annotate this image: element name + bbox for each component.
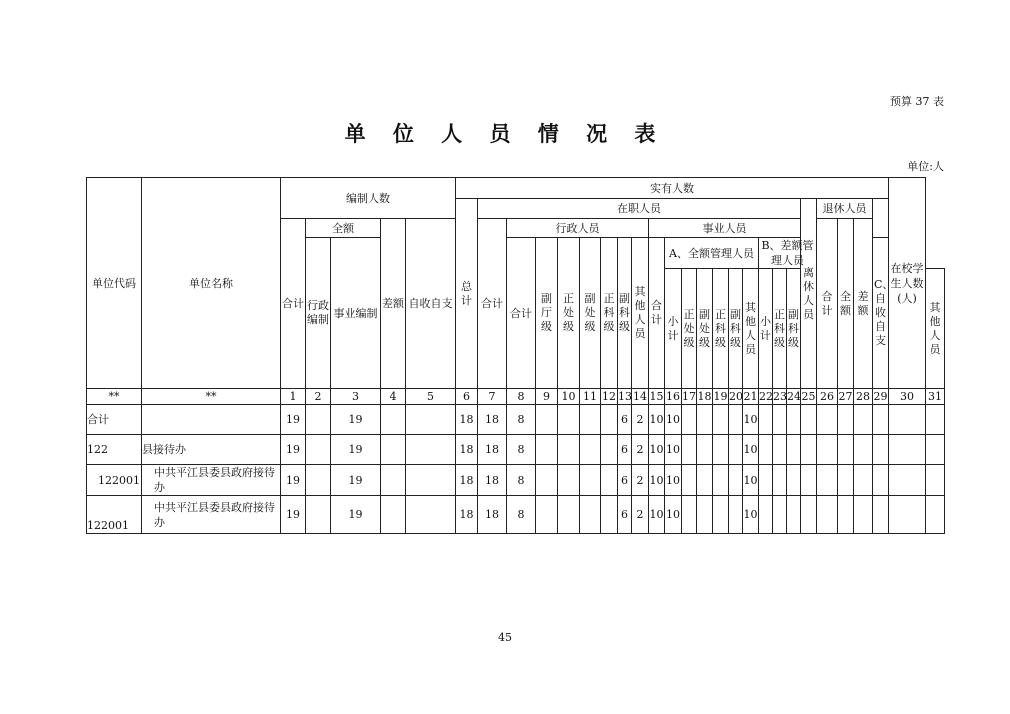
table-cell: 21: [743, 390, 758, 403]
admin-other-header: 其他人员: [632, 238, 649, 389]
table-cell: [601, 465, 618, 496]
table-cell: 122: [87, 435, 142, 465]
table-cell: [381, 465, 406, 496]
unit-code-header: 单位代码: [87, 178, 142, 389]
table-cell: 县接待办: [142, 435, 281, 465]
table-cell: 5: [406, 389, 456, 405]
table-cell: 122001: [87, 496, 142, 534]
table-cell: [601, 435, 618, 465]
table-cell: 19: [281, 405, 306, 435]
table-cell: [759, 465, 773, 496]
form-number: 预算 37 表: [890, 95, 944, 108]
table-cell: 27: [838, 390, 853, 403]
table-cell: 2: [632, 496, 649, 534]
actual-header: 实有人数: [456, 178, 889, 199]
table-cell: [536, 435, 558, 465]
a-dep-div-header: 副处级: [697, 269, 713, 389]
table-cell: 10: [649, 405, 665, 435]
a-full-mgmt-header: A、全额管理人员: [665, 238, 759, 269]
self-funding-header: 自收自支: [406, 219, 456, 389]
b-sec-header: 正科级: [773, 269, 787, 389]
a-sub-header: 小计: [665, 269, 682, 389]
table-cell: [926, 496, 945, 534]
table-cell: [729, 405, 743, 435]
table-cell: [558, 405, 580, 435]
table-cell: [854, 435, 873, 465]
table-cell: 122001: [87, 465, 142, 496]
b-dep-sec-header: 副科级: [787, 269, 801, 389]
table-cell: [406, 465, 456, 496]
table-cell: [601, 496, 618, 534]
table-cell: 13: [618, 390, 632, 403]
table-cell: [801, 435, 817, 465]
table-cell: 6: [618, 405, 632, 435]
table-cell: 8: [507, 435, 536, 465]
grand-total-header: 总计: [456, 199, 478, 389]
table-cell: [580, 405, 601, 435]
table-cell: 8: [507, 496, 536, 534]
table-cell: 17: [682, 390, 696, 403]
table-cell: 8: [507, 405, 536, 435]
table-cell: 25: [801, 390, 816, 403]
table-cell: 18: [478, 435, 507, 465]
table-cell: [580, 465, 601, 496]
retired-header: 退休人员: [817, 199, 873, 219]
table-cell: [729, 496, 743, 534]
table-cell: [713, 405, 729, 435]
table-cell: [536, 405, 558, 435]
table-cell: 1: [281, 389, 306, 405]
table-cell: [759, 496, 773, 534]
table-cell: [773, 435, 787, 465]
table-cell: 2: [632, 405, 649, 435]
table-cell: 18: [456, 496, 478, 534]
full-funding-header: 全额: [306, 219, 381, 238]
table-cell: [381, 496, 406, 534]
admin-div-header: 正处级: [558, 238, 580, 389]
table-cell: 2: [632, 465, 649, 496]
table-cell: 19: [331, 435, 381, 465]
table-cell: [697, 405, 713, 435]
quota-total-header: 合计: [281, 219, 306, 389]
table-row: [87, 496, 945, 534]
table-cell: 中共平江县委县政府接待办: [142, 465, 281, 496]
admin-staff-header: 行政人员: [507, 219, 649, 238]
table-cell: 7: [478, 389, 507, 405]
inst-total-header: 合计: [649, 238, 665, 389]
table-cell: [817, 496, 838, 534]
table-cell: [306, 496, 331, 534]
table-cell: [306, 465, 331, 496]
table-cell: 中共平江县委县政府接待办: [142, 496, 281, 534]
table-cell: [682, 496, 697, 534]
table-cell: 28: [854, 389, 873, 405]
inst-staff-header: 事业人员: [649, 219, 801, 238]
b-diff-mgmt-header: B、差额管理人员: [759, 238, 817, 269]
table-cell: [682, 435, 697, 465]
table-cell: 19: [281, 435, 306, 465]
table-cell: 19: [281, 465, 306, 496]
table-cell: [838, 405, 854, 435]
table-cell: 22: [759, 390, 773, 403]
table-cell: [713, 496, 729, 534]
table-cell: [801, 405, 817, 435]
table-cell: [406, 496, 456, 534]
table-cell: [773, 405, 787, 435]
table-cell: [536, 496, 558, 534]
admin-quota-header: 行政编制: [306, 238, 331, 389]
table-cell: [787, 496, 801, 534]
table-cell: [558, 496, 580, 534]
table-cell: 18: [478, 405, 507, 435]
table-cell: **: [87, 389, 142, 405]
table-cell: [854, 405, 873, 435]
table-cell: [926, 435, 945, 465]
table-cell: 3: [331, 389, 381, 405]
retired-total-header: 合计: [817, 219, 838, 389]
table-cell: [787, 435, 801, 465]
table-cell: 9: [536, 389, 558, 405]
unit-label: 单位:人: [907, 160, 944, 173]
table-cell: [536, 465, 558, 496]
on-duty-header: 在职人员: [478, 199, 801, 219]
table-cell: 11: [580, 389, 601, 405]
table-cell: [889, 405, 926, 435]
table-cell: [787, 405, 801, 435]
table-cell: [580, 435, 601, 465]
table-cell: [682, 465, 697, 496]
table-cell: [697, 465, 713, 496]
table-cell: 10: [649, 465, 665, 496]
a-div-header: 正处级: [682, 269, 697, 389]
table-cell: 8: [507, 465, 536, 496]
b-other-header: 其他人员: [926, 269, 945, 389]
table-cell: [801, 465, 817, 496]
index-row: [87, 389, 945, 405]
a-sec-header: 正科级: [713, 269, 729, 389]
table-cell: [558, 465, 580, 496]
table-cell: 10: [665, 405, 682, 435]
table-cell: [558, 435, 580, 465]
table-cell: [142, 405, 281, 435]
table-row: [87, 405, 945, 435]
table-cell: 18: [456, 465, 478, 496]
table-cell: [873, 496, 889, 534]
admin-dep-sec-header: 副科级: [618, 238, 632, 389]
table-cell: [889, 496, 926, 534]
staff-table: [86, 177, 945, 534]
table-cell: [729, 435, 743, 465]
table-cell: 6: [618, 465, 632, 496]
table-cell: 10: [649, 435, 665, 465]
table-cell: 10: [649, 496, 665, 534]
table-cell: 6: [618, 435, 632, 465]
a-dep-sec-header: 副科级: [729, 269, 743, 389]
table-cell: 31: [926, 389, 945, 405]
table-cell: 12: [602, 390, 616, 403]
table-cell: 15: [649, 390, 664, 403]
c-self-header: C、自收自支: [873, 238, 889, 389]
table-cell: [926, 405, 945, 435]
table-cell: 2: [632, 435, 649, 465]
table-cell: 16: [666, 390, 680, 403]
retired-cadre-header: 离休人员: [801, 199, 817, 389]
table-cell: 8: [507, 389, 536, 405]
table-cell: 10: [665, 435, 682, 465]
table-cell: 合计: [87, 405, 142, 435]
table-cell: 18: [478, 465, 507, 496]
table-cell: [817, 435, 838, 465]
table-cell: 23: [773, 390, 787, 403]
b-sub-header: 小计: [759, 269, 773, 389]
table-cell: [773, 465, 787, 496]
page-title: 单 位 人 员 情 况 表: [344, 121, 666, 146]
table-cell: [406, 435, 456, 465]
table-cell: 19: [331, 496, 381, 534]
table-cell: [697, 496, 713, 534]
table-row: [87, 465, 945, 496]
table-cell: [873, 465, 889, 496]
table-cell: 18: [478, 496, 507, 534]
admin-sec-header: 正科级: [601, 238, 618, 389]
table-cell: 24: [787, 390, 801, 403]
table-cell: [773, 496, 787, 534]
table-cell: 2: [306, 389, 331, 405]
inst-quota-header: 事业编制: [331, 238, 381, 389]
table-cell: [713, 435, 729, 465]
table-cell: 19: [281, 496, 306, 534]
admin-total-header: 合计: [507, 238, 536, 389]
table-cell: [838, 435, 854, 465]
table-cell: [713, 465, 729, 496]
table-cell: [381, 435, 406, 465]
table-cell: [381, 405, 406, 435]
table-cell: [854, 496, 873, 534]
table-cell: 10: [558, 389, 580, 405]
table-cell: [580, 496, 601, 534]
table-cell: 18: [456, 435, 478, 465]
table-cell: [787, 465, 801, 496]
table-cell: [306, 435, 331, 465]
table-cell: [873, 435, 889, 465]
table-cell: 10: [665, 496, 682, 534]
table-cell: [838, 496, 854, 534]
students-header: 在校学生人数(人): [889, 178, 926, 389]
table-cell: 19: [331, 405, 381, 435]
table-cell: [759, 435, 773, 465]
table-cell: [601, 405, 618, 435]
table-cell: [817, 465, 838, 496]
table-cell: [838, 465, 854, 496]
diff-funding-header: 差额: [381, 219, 406, 389]
admin-dep-div-header: 副处级: [580, 238, 601, 389]
quota-header: 编制人数: [281, 178, 456, 219]
table-cell: **: [142, 389, 281, 405]
table-cell: [682, 405, 697, 435]
unit-name-header: 单位名称: [142, 178, 281, 389]
table-cell: 6: [456, 389, 478, 405]
a-other-header: 其他人员: [743, 269, 759, 389]
table-cell: 20: [729, 390, 743, 403]
table-cell: [889, 465, 926, 496]
table-cell: 10: [665, 465, 682, 496]
table-cell: 10: [743, 496, 759, 534]
table-cell: 10: [743, 465, 759, 496]
table-cell: 18: [697, 390, 712, 403]
table-cell: 14: [633, 390, 647, 403]
table-cell: [406, 405, 456, 435]
retired-diff-header: 差额: [854, 219, 873, 389]
table-cell: [729, 465, 743, 496]
table-cell: 10: [743, 405, 759, 435]
table-cell: 6: [618, 496, 632, 534]
table-row: [87, 435, 945, 465]
table-cell: 26: [817, 389, 838, 405]
table-cell: 19: [713, 390, 728, 403]
table-cell: 30: [889, 389, 926, 405]
table-cell: [306, 405, 331, 435]
admin-dep-dept-header: 副厅级: [536, 238, 558, 389]
table-cell: [697, 435, 713, 465]
on-duty-total-header: 合计: [478, 219, 507, 389]
table-cell: 29: [873, 390, 888, 403]
table-cell: [889, 435, 926, 465]
page-number: 45: [498, 631, 512, 644]
table-cell: [817, 405, 838, 435]
table-cell: 10: [743, 435, 759, 465]
retired-full-header: 全额: [838, 219, 854, 389]
table-cell: [801, 496, 817, 534]
table-cell: [873, 405, 889, 435]
table-cell: 18: [456, 405, 478, 435]
table-cell: [759, 405, 773, 435]
table-cell: 19: [331, 465, 381, 496]
table-cell: 4: [381, 389, 406, 405]
table-cell: [854, 465, 873, 496]
table-cell: [926, 465, 945, 496]
